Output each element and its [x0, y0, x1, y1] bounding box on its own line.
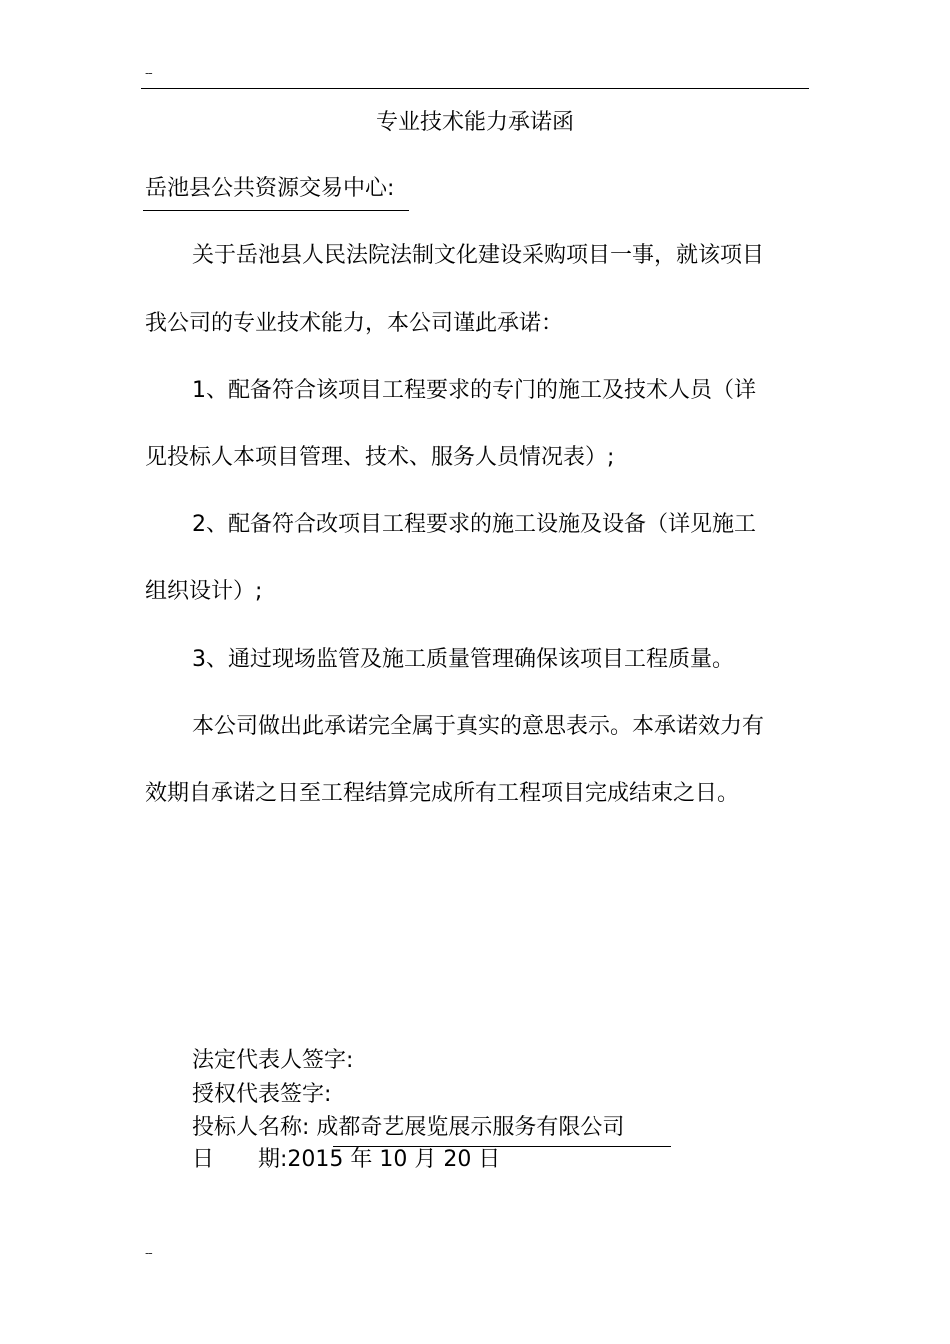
addressee: 岳池县公共资源交易中心: [145, 176, 395, 201]
body-line-6: 组织设计）; [145, 579, 263, 604]
body-line-2: 我公司的专业技术能力，本公司谨此承诺： [145, 311, 564, 336]
date-row [192, 1145, 500, 1175]
body-line-3: 1、配备符合该项目工程要求的专门的施工及技术人员（详 [192, 378, 756, 403]
header-rule [141, 88, 809, 89]
addressee-underline [143, 210, 409, 211]
body-line-7: 3、通过现场监管及施工质量管理确保该项目工程质量。 [192, 647, 734, 672]
date-value: 2015 年 10 月 20 日 [287, 1147, 501, 1172]
body-line-4: 见投标人本项目管理、技术、服务人员情况表）; [145, 445, 615, 470]
legal-rep-signature-label: 法定代表人签字: [192, 1048, 354, 1073]
bidder-name-value: 成都奇艺展览展示服务有限公司 [316, 1115, 625, 1140]
body-line-1: 关于岳池县人民法院法制文化建设采购项目一事，就该项目 [192, 243, 765, 268]
authorized-rep-signature-label: 授权代表签字: [192, 1082, 332, 1107]
body-line-8: 本公司做出此承诺完全属于真实的意思表示。本承诺效力有 [192, 714, 765, 739]
body-line-9: 效期自承诺之日至工程结算完成所有工程项目完成结束之日。 [145, 781, 740, 806]
footer-mark: -- [145, 1246, 152, 1260]
header-mark: -- [145, 66, 152, 80]
date-label: 日 期: [192, 1147, 288, 1172]
bidder-name-label: 投标人名称: [192, 1115, 310, 1140]
bidder-name-row [192, 1113, 624, 1143]
document-title: 专业技术能力承诺函 [375, 110, 574, 135]
body-line-5: 2、配备符合改项目工程要求的施工设施及设备（详见施工 [192, 512, 756, 537]
